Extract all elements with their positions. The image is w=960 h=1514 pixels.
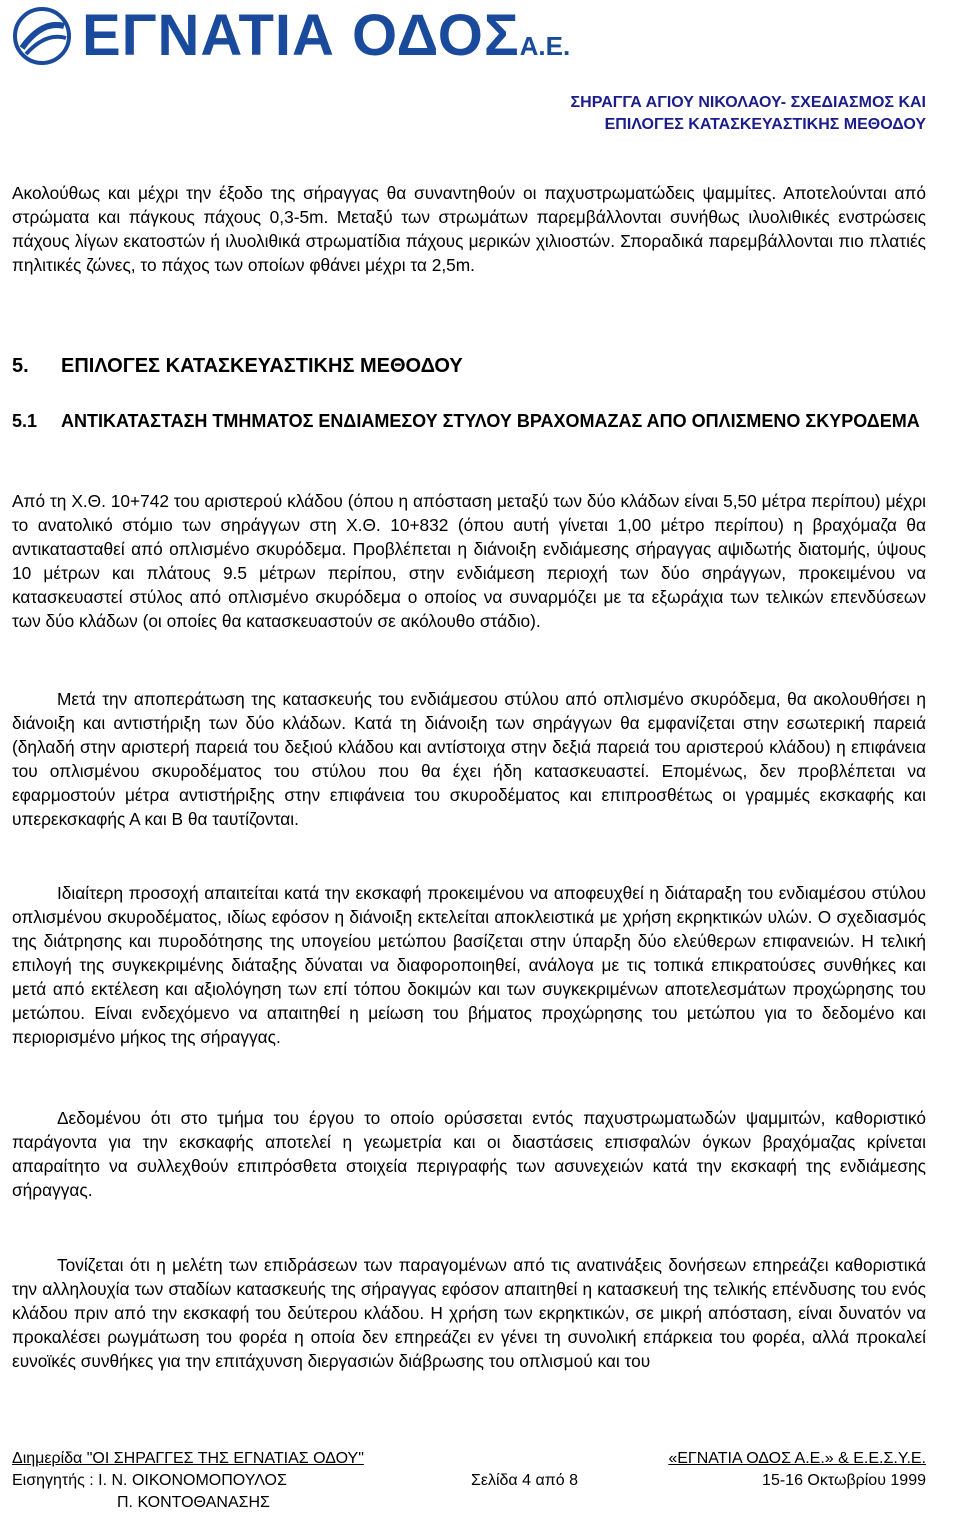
footer-speaker-2: Π. ΚΟΝΤΟΘΑΝΑΣΗΣ: [117, 1494, 270, 1511]
company-logo: [12, 3, 571, 68]
paragraph-excavation: Μετά την αποπεράτωση της κατασκευής του ενδιάμεσου στύλου από οπλισμένο σκυρόδεμα, θα ακολουθήσει η διάνοιξη και αντιστήριξη των δύο κλάδων. Κατά τη διάνοιξη των σηράγγων θα εμφανίζεται στην εσωτερική παρειά (δηλαδή στην αριστερή παρειά του δεξιού κλάδου και αντίστοιχα στην δεξιά παρειά του αριστερού κλάδου) η επιφάνεια του οπλισμένου σκυροδέματος του στύλου που θα έχει ήδη κατασκευαστεί. Επομένως, δεν προβλέπεται να εφαρμοστούν μέτρα αντιστήριξης στην επιφάνεια του σκυροδέματος και επιπροσθέτως οι γραμμές εκσκαφής και υπερεκσκαφής Α και Β θα ταυτίζονται.: [12, 689, 926, 829]
section-number: 5.: [12, 355, 29, 377]
logo-name: ΕΓΝΑΤΙΑ ΟΔΟΣ: [82, 3, 520, 68]
subsection-number: 5.1: [12, 411, 38, 431]
footer-date: 15-16 Οκτωβρίου 1999: [762, 1472, 926, 1489]
logo-suffix: Α.Ε.: [519, 31, 571, 61]
paragraph-attention: Ιδιαίτερη προσοχή απαιτείται κατά την εκσκαφή προκειμένου να αποφευχθεί η διάταραξη του ενδιαμέσου στύλου οπλισμένου σκυροδέματος, ιδίως εφόσον η διάνοιξη εκτελείται αποκλειστικά με χρήση εκρηκτικών υλών. Ο σχεδιασμός της διάτρησης και πυροδότησης της υπογείου μετώπου βασίζεται στην ύπαρξη δύο ελεύθερων επιφανειών. Η τελική επιλογή της συγκεκριμένης διάταξης δύναται να διαφοροποιηθεί, ανάλογα με τις τοπικά επικρατούσες συνθήκες και μετά από εκτέλεση και αξιολόγηση των επί τόπου δοκιμών και των συγκεκριμένων αποτελεσμάτων προχώρησης του μετώπου. Είναι ενδεχόμενο να απαιτηθεί η μείωση του βήματος προχώρησης του μετώπου για το δεδομένο και περιορισμένο μήκος της σήραγγας.: [12, 883, 926, 1047]
footer-speaker: Εισηγητής : Ι. Ν. ΟΙΚΟΝΟΜΟΠΟΥΛΟΣ: [12, 1472, 287, 1489]
logo-wordmark: [82, 3, 571, 68]
footer-event: Διημερίδα "ΟΙ ΣΗΡΑΓΓΕΣ ΤΗΣ ΕΓΝΑΤΙΑΣ ΟΔΟΥ": [12, 1450, 364, 1467]
header-title-line2: ΕΠΙΛΟΓΕΣ ΚΑΤΑΣΚΕΥΑΣΤΙΚΗΣ ΜΕΘΟΔΟΥ: [604, 116, 926, 133]
footer-organizers: «ΕΓΝΑΤΙΑ ΟΔΟΣ Α.Ε.» & Ε.Ε.Σ.Υ.Ε.: [668, 1450, 926, 1467]
header-title-line1: ΣΗΡΑΓΓΑ ΑΓΙΟΥ ΝΙΚΟΛΑΟΥ- ΣΧΕΔΙΑΣΜΟΣ ΚΑΙ: [570, 94, 926, 111]
page-footer: [12, 1448, 926, 1514]
section-title: ΕΠΙΛΟΓΕΣ ΚΑΤΑΣΚΕΥΑΣΤΙΚΗΣ ΜΕΘΟΔΟΥ: [61, 355, 463, 377]
subsection-heading: [12, 408, 932, 434]
document-header-title: [571, 92, 926, 136]
paragraph-discontinuities: Δεδομένου ότι στο τμήμα του έργου το οποίο ορύσσεται εντός παχυστρωματωδών ψαμμιτών, καθοριστικό παράγοντα για την εκσκαφής αποτελεί η γεωμετρία και οι διαστάσεις επισφαλών όγκων βραχόμαζας κρίνεται απαραίτητο να συλλεχθούν επιπρόσθετα στοιχεία περιγραφής των ασυνεχειών κατά την εκσκαφή της ενδιάμεσης σήραγγας.: [12, 1108, 926, 1200]
logo-emblem-icon: [12, 6, 74, 66]
section-heading: [12, 355, 463, 378]
paragraph-vibrations: Τονίζεται ότι η μελέτη των επιδράσεων των παραγομένων από τις ανατινάξεις δονήσεων επηρεάζει καθοριστικά την αλληλουχία των σταδίων κατασκευής της σήραγγας εφόσον απαιτηθεί η κατασκευή της τελικής επένδυσης του ενός κλάδου πριν από την εκσκαφή του δεύτερου κλάδου. Η χρήση των εκρηκτικών, σε μικρή απόσταση, είναι δυνατόν να προκαλέσει ρωγμάτωση του φορέα η οποία δεν επηρεάζει εν γένει τη συνολική επάρκεια του φορέα, αλλά προκαλεί ευνοϊκές συνθήκες για την επιτάχυνση διεργασιών διάβρωσης του οπλισμού και του: [12, 1255, 926, 1371]
footer-page-number: Σελίδα 4 από 8: [470, 1472, 578, 1489]
subsection-title: ΑΝΤΙΚΑΤΑΣΤΑΣΗ ΤΜΗΜΑΤΟΣ ΕΝΔΙΑΜΕΣΟΥ ΣΤΥΛΟΥ ΒΡΑΧΟΜΑΖΑΣ ΑΠΟ ΟΠΛΙΣΜΕΝΟ ΣΚΥΡΟΔΕΜΑ: [61, 411, 920, 431]
paragraph-sandstones: Ακολούθως και μέχρι την έξοδο της σήραγγας θα συναντηθούν οι παχυστρωματώδεις ψαμμίτες. Αποτελούνται από στρώματα και πάγκους πάχους 0,3-5m. Μεταξύ των στρωμάτων παρεμβάλλονται συνήθως ιλυολιθικές ενστρώσεις πάχους λίγων εκατοστών ή ιλυολιθικά στρωματίδια πάχους μερικών χιλιοστών. Σποραδικά παρεμβάλλονται πιο πλατιές πηλιτικές ζώνες, το πάχος των οποίων φθάνει μέχρι τα 2,5m.: [12, 183, 926, 275]
paragraph-replacement: Από τη Χ.Θ. 10+742 του αριστερού κλάδου (όπου η απόσταση μεταξύ των δύο κλάδων είναι 5,50 μέτρα περίπου) μέχρι το ανατολικό στόμιο των σηράγγων στη Χ.Θ. 10+832 (όπου αυτή γίνεται 1,00 μέτρο περίπου) η βραχόμαζα θα αντικατασταθεί από οπλισμένο σκυρόδεμα. Προβλέπεται η διάνοιξη ενδιάμεσης σήραγγας αψιδωτής διατομής, ύψους 10 μέτρων και πλάτους 9.5 μέτρων περίπου, στην ενδιάμεση περιοχή των δύο σηράγγων, προκειμένου να κατασκευαστεί στύλος από οπλισμένο σκυρόδεμα ο οποίος να συναρμόζει με τα εξωράχια των τελικών επενδύσεων των δύο κλάδων (οι οποίες θα κατασκευαστούν σε ακόλουθο στάδιο).: [12, 491, 926, 631]
